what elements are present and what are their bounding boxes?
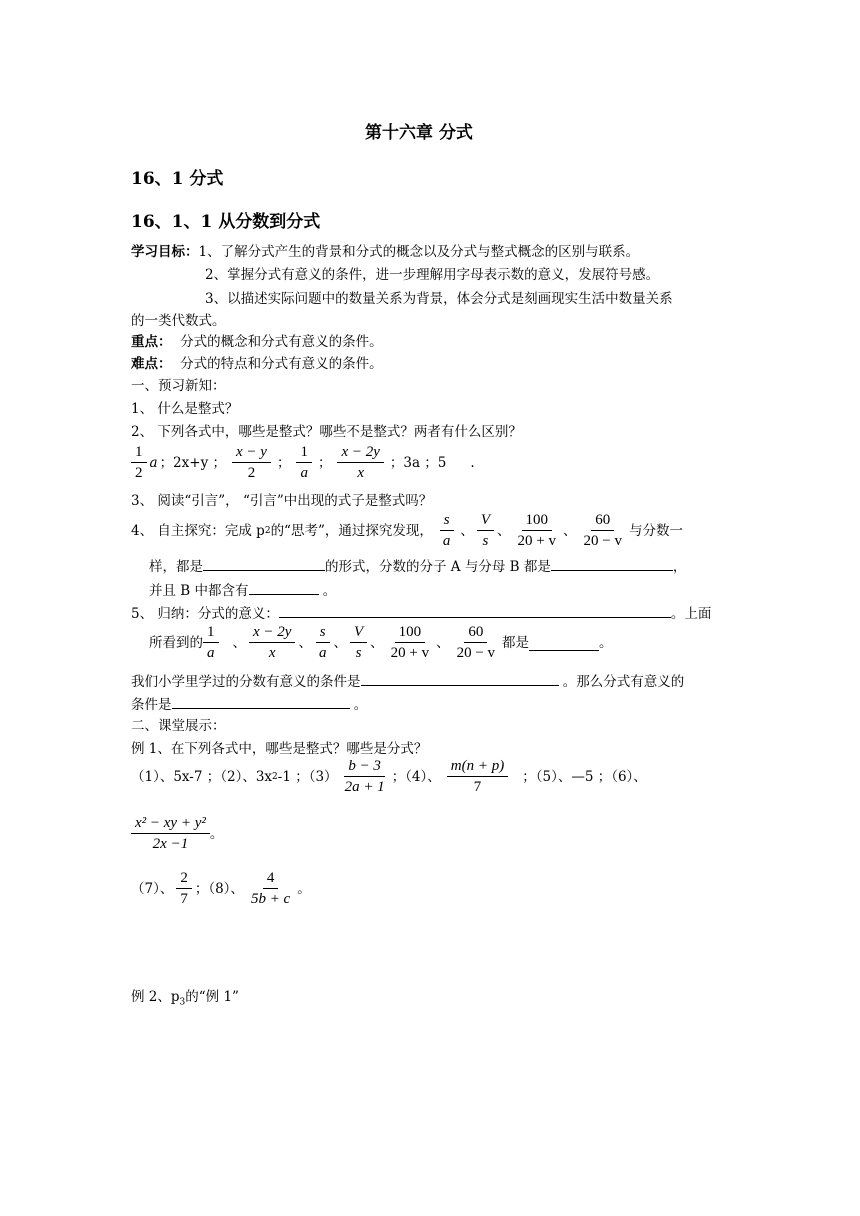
objective-2: 2、掌握分式有意义的条件，进一步理解用字母表示数的意义，发展符号感。 (205, 267, 660, 283)
fraction-60-over-20-minus-v-2: $\frac{60}{20 - v}$ (456, 624, 496, 661)
fraction-b-minus-3-over-2a-plus-1: $\frac{b - 3}{2a + 1}$ (344, 758, 385, 795)
q5-sep-1: 、 (232, 635, 246, 651)
expr-text-2: ； (276, 455, 291, 471)
question-2: 2、 下列各式中，哪些是整式？哪些不是整式？两者有什么区别？ (131, 424, 522, 440)
fraction-x-minus-y-over-2: $\frac{x - y}{2}$ (232, 444, 271, 482)
q5-sep-5: 、 (436, 635, 450, 651)
question-1: 1、 什么是整式？ (131, 401, 239, 417)
objectives-label: 学习目标： (131, 244, 199, 260)
example-2 (131, 987, 239, 1013)
part2-heading: 二、课堂展示： (131, 718, 226, 734)
fraction-mnp-over-7: $\frac{m(n + p)}{7}$ (447, 758, 508, 796)
q4-line2a: 样，都是 (149, 559, 203, 575)
key-text: 分式的概念和分式有意义的条件。 (180, 334, 383, 350)
ex1-sup: 2 (272, 772, 278, 782)
question-4-line2 (149, 556, 686, 577)
ex1-item1b: -1 ；（3） (277, 769, 338, 785)
fraction-s-over-a-2: $\frac{s}{a}$ (315, 624, 331, 662)
example-1-title: 例 1、在下列各式中，哪些是整式？哪些是分式？ (131, 741, 428, 757)
q4-tail: 与分数一 (628, 523, 683, 539)
blank-fraction-condition[interactable] (361, 671, 559, 686)
primary-a: 我们小学里学过的分数有意义的条件是 (131, 674, 361, 690)
fraction-one-over-a: $\frac{1}{a}$ (296, 444, 312, 482)
fraction-one-over-a-2: $\frac{1}{a}$ (203, 624, 219, 662)
q4-lead: 4、 自主探究：完成 p (131, 523, 265, 539)
difficulty-label: 难点： (131, 356, 172, 372)
question-3: 3、 阅读“引言”， “引言”中出现的式子是整式吗？ (131, 493, 433, 509)
blank-fraction-meaning[interactable] (279, 603, 671, 618)
objective-1: 1、了解分式产生的背景和分式的概念以及分式与整式概念的区别与联系。 (198, 244, 640, 260)
q4-sep-2: 、 (497, 523, 511, 539)
expr-a: a (149, 455, 158, 471)
q4-sep-1: 、 (460, 523, 474, 539)
ex1-item4-end: ；（5）、—5 ；（6）、 (522, 769, 647, 785)
blank-are[interactable] (529, 636, 599, 651)
example-1-items-7-8 (131, 870, 311, 908)
q5-line2a: 所看到的 (149, 635, 203, 651)
objective-3b: 的一类代数式。 (131, 313, 226, 329)
fraction-V-over-s: $\frac{V}{s}$ (477, 512, 494, 550)
question-5-line2 (149, 624, 613, 662)
q5-tail: 。上面 (670, 606, 712, 622)
primary-c: 条件是 (131, 697, 172, 713)
blank-numerator-denominator[interactable] (551, 556, 673, 571)
expr-text-3: ； (317, 455, 332, 471)
fraction-one-half: $\frac{1}{2}$ (131, 444, 147, 482)
ex1-item1: （1）、5x-7 ；（2）、3x (131, 769, 273, 785)
q4-sep-3: 、 (563, 523, 577, 539)
q5-sep-2: 、 (298, 635, 312, 651)
expr-text-1: ；2x+y ； (159, 455, 226, 471)
ex2-a: 例 2、p (131, 989, 180, 1005)
objectives-line1 (131, 242, 639, 262)
q5-sep-3: 、 (333, 635, 347, 651)
primary-line2 (131, 694, 367, 715)
q5-line2c: 。 (599, 635, 613, 651)
q4-lead2: 的“思考”，通过探究发现， (270, 523, 433, 539)
fraction-V-over-s-2: $\frac{V}{s}$ (350, 624, 367, 662)
ex2-sub: 3 (179, 997, 186, 1008)
q4-sub: 2 (264, 526, 271, 536)
q2-expressions (128, 444, 475, 482)
question-4-line3 (149, 580, 336, 601)
q4-line2c: ， (672, 559, 687, 575)
question-5-line1 (131, 603, 711, 624)
blank-expression-condition[interactable] (172, 694, 350, 709)
ex1-item7-end: ；（8）、 (194, 881, 244, 897)
key-label: 重点： (131, 334, 172, 350)
difficulty-point (131, 354, 383, 374)
fraction-item-6: $\frac{\text{x² − xy + y²}}{2x -1}$ (131, 815, 210, 853)
subsection-title: 16、1、1 从分数到分式 (131, 212, 321, 232)
primary-line1 (131, 671, 684, 692)
fraction-2-over-7: $\frac{2}{7}$ (176, 870, 192, 908)
key-point (131, 332, 383, 352)
ex2-b: 的“例 1” (185, 989, 239, 1005)
fraction-60-over-20-minus-v: $\frac{60}{20 - v}$ (583, 512, 622, 549)
part1-heading: 一、预习新知： (131, 378, 226, 394)
q4-line3a: 并且 B 中都含有 (149, 583, 249, 599)
ex1-item7: （7）、 (131, 881, 174, 897)
chapter-title: 第十六章 分式 (365, 123, 473, 143)
q5-sep-4: 、 (370, 635, 384, 651)
example-1-items (131, 758, 647, 796)
objective-3a: 3、以描述实际问题中的数量关系为背景，体会分式是刻画现实生活中数量关系 (205, 291, 673, 307)
difficulty-text: 分式的特点和分式有意义的条件。 (180, 356, 383, 372)
question-4-line1 (131, 512, 683, 550)
fraction-s-over-a: $\frac{s}{a}$ (439, 512, 455, 550)
fraction-x-minus-2y-over-x-2: $\frac{x - 2y}{x}$ (249, 624, 295, 662)
fraction-100-over-20-plus-v: $\frac{100}{20 + v}$ (517, 512, 557, 549)
expr-end: . (470, 455, 475, 471)
ex1-item8-end: 。 (297, 881, 311, 897)
fraction-100-over-20-plus-v-2: $\frac{100}{20 + v}$ (390, 624, 430, 661)
expr-text-4: ；3a ；5 (389, 455, 447, 471)
q4-line2b: 的形式，分数的分子 A 与分母 B 都是 (325, 559, 551, 575)
example-1-item6 (131, 815, 223, 853)
blank-form[interactable] (203, 556, 325, 571)
fraction-x-minus-2y-over-x: $\frac{x - 2y}{x}$ (337, 444, 383, 482)
fraction-4-over-5b-plus-c: $\frac{4}{5b + c}$ (250, 870, 291, 907)
q5-line2b: 都是 (502, 635, 530, 651)
section-title: 16、1 分式 (131, 169, 224, 189)
q5-lead: 5、 归纳：分式的意义： (131, 606, 279, 622)
primary-b: 。那么分式有意义的 (558, 674, 685, 690)
ex1-item6-end: 。 (209, 826, 224, 842)
blank-contains[interactable] (249, 580, 319, 595)
primary-d: 。 (349, 697, 368, 713)
ex1-item3-end: ；（4）、 (391, 769, 441, 785)
q4-line3b: 。 (318, 583, 337, 599)
